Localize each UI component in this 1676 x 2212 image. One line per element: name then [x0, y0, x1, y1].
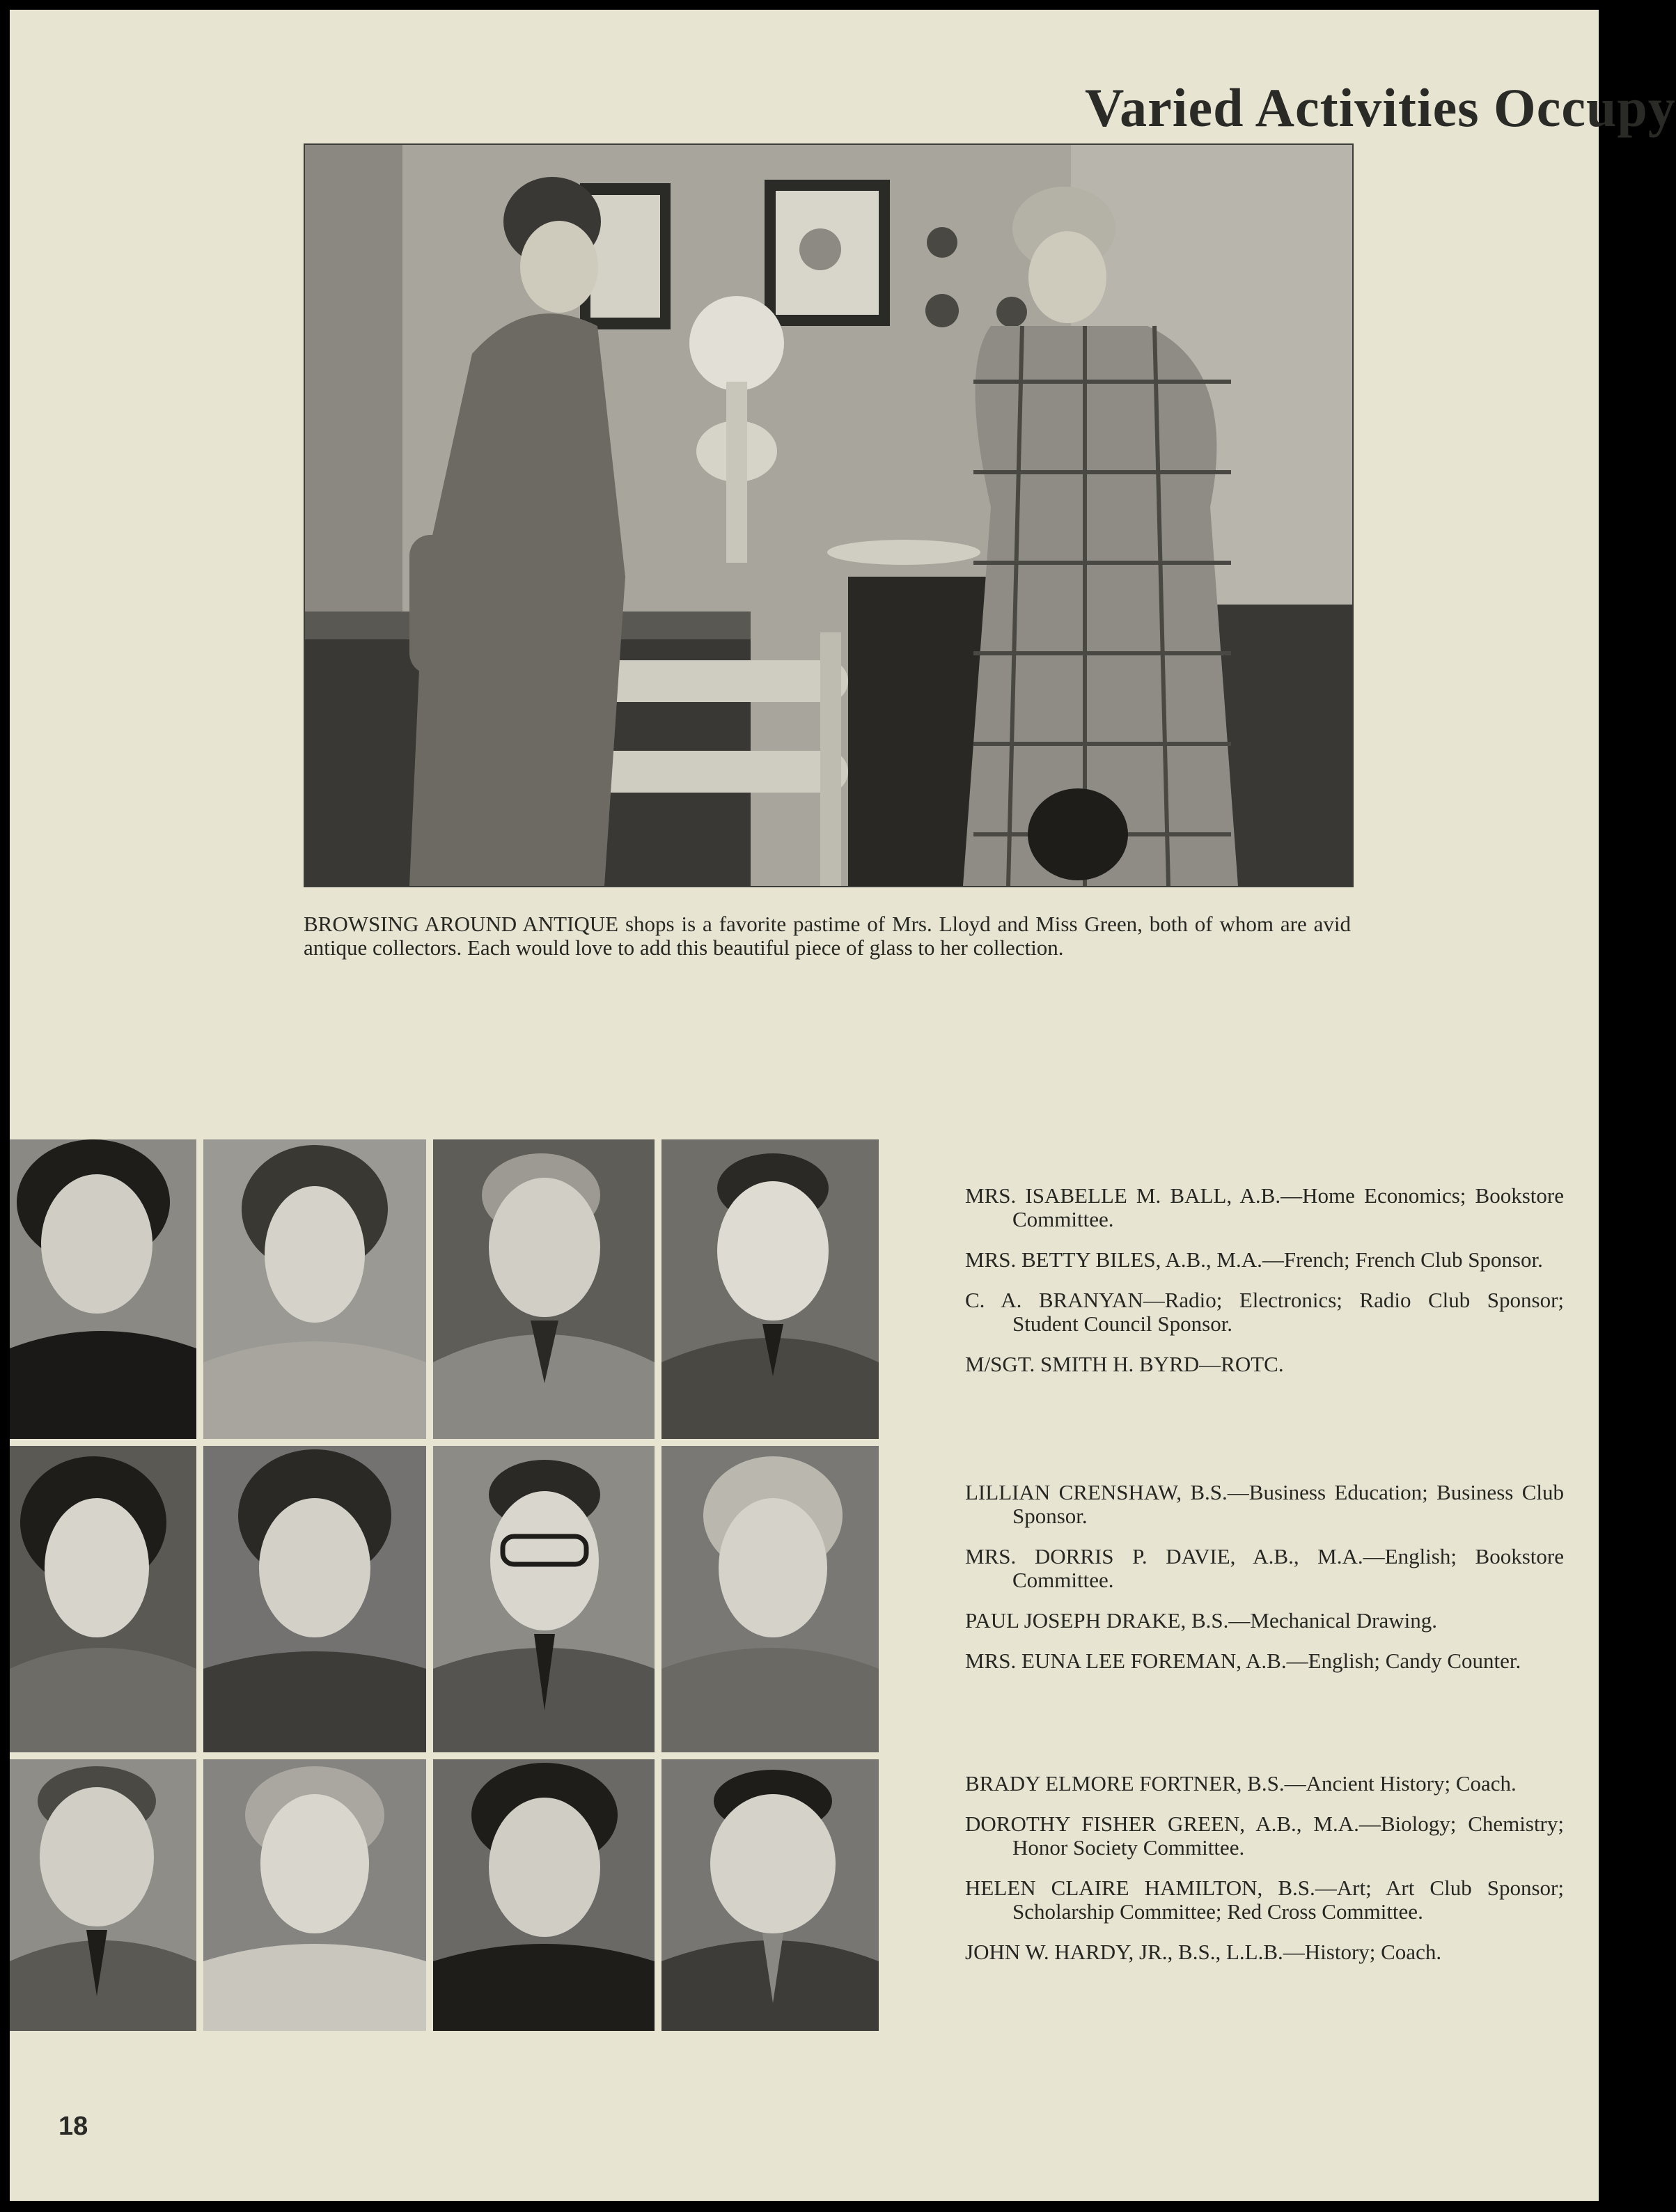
faculty-portrait — [203, 1139, 426, 1439]
faculty-portrait — [661, 1759, 879, 2031]
yearbook-page — [10, 10, 1676, 2201]
staff-entry: C. A. BRANYAN—Radio; Electronics; Radio Club Sponsor; Student Council Sponsor. — [965, 1288, 1564, 1336]
faculty-portrait — [10, 1139, 196, 1439]
faculty-portrait — [661, 1446, 879, 1752]
page-headline: Varied Activities Occupy — [1085, 77, 1676, 138]
faculty-portrait — [203, 1446, 426, 1752]
faculty-portrait — [203, 1759, 426, 2031]
staff-entry: MRS. DORRIS P. DAVIE, A.B., M.A.—English; Bookstore Committee. — [965, 1544, 1564, 1592]
faculty-portrait — [10, 1446, 196, 1752]
page-number: 18 — [58, 2112, 88, 2141]
faculty-portrait — [10, 1759, 196, 2031]
faculty-portrait-grid — [10, 1139, 879, 2045]
staff-entry: LILLIAN CRENSHAW, B.S.—Business Education; Business Club Sponsor. — [965, 1480, 1564, 1528]
photo-caption: BROWSING AROUND ANTIQUE shops is a favorite pastime of Mrs. Lloyd and Miss Green, both of whom are avid antique collectors. Each would love to add this beautiful piece of glass to her collection. — [304, 912, 1351, 960]
staff-entry: JOHN W. HARDY, JR., B.S., L.L.B.—History; Coach. — [965, 1940, 1442, 1964]
staff-entry: BRADY ELMORE FORTNER, B.S.—Ancient History; Coach. — [965, 1771, 1517, 1796]
faculty-portrait — [433, 1446, 655, 1752]
staff-entry: PAUL JOSEPH DRAKE, B.S.—Mechanical Drawing. — [965, 1608, 1437, 1633]
staff-list-group-3 — [965, 1772, 1564, 1981]
staff-list-group-1 — [965, 1184, 1564, 1393]
staff-list-group-2 — [965, 1481, 1564, 1690]
faculty-portrait — [661, 1139, 879, 1439]
staff-entry: DOROTHY FISHER GREEN, A.B., M.A.—Biology; Chemistry; Honor Society Committee. — [965, 1812, 1564, 1860]
staff-entry: MRS. BETTY BILES, A.B., M.A.—French; French Club Sponsor. — [965, 1247, 1543, 1272]
faculty-portrait — [433, 1759, 655, 2031]
staff-entry: MRS. ISABELLE M. BALL, A.B.—Home Economics; Bookstore Committee. — [965, 1183, 1564, 1231]
staff-entry: MRS. EUNA LEE FOREMAN, A.B.—English; Candy Counter. — [965, 1649, 1521, 1673]
staff-entry: HELEN CLAIRE HAMILTON, B.S.—Art; Art Club Sponsor; Scholarship Committee; Red Cross Committee. — [965, 1876, 1564, 1924]
staff-entry: M/SGT. SMITH H. BYRD—ROTC. — [965, 1352, 1284, 1376]
faculty-portrait — [433, 1139, 655, 1439]
antique-shop-photo — [304, 143, 1354, 887]
